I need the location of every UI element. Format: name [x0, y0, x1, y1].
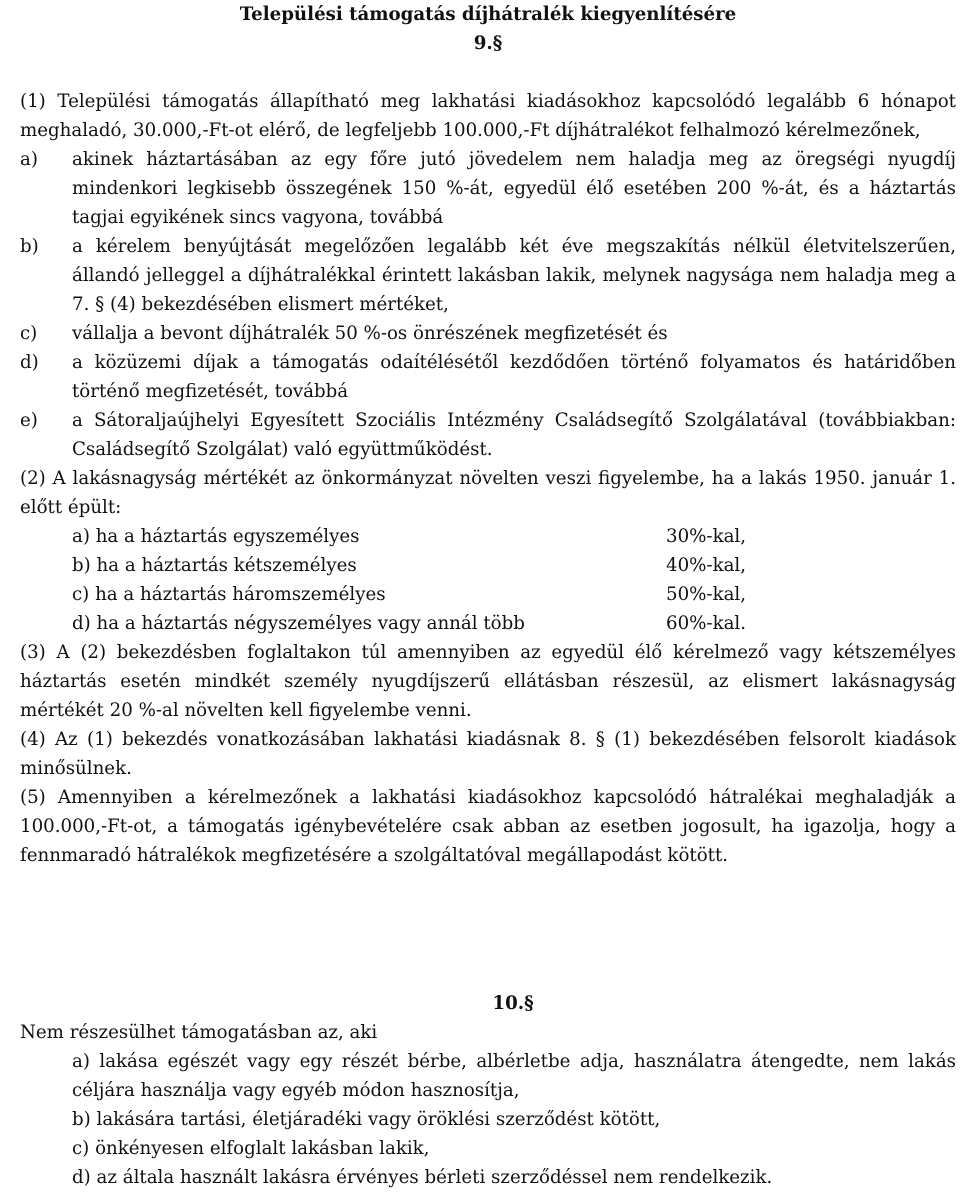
section-10-intro: Nem részesülhet támogatásban az, aki — [20, 1022, 378, 1043]
size-row-value: 50%-kal, — [666, 584, 747, 605]
item-marker: b) — [20, 236, 39, 257]
blank-line — [20, 58, 956, 87]
item-text: d) az általa használt lakásra érvényes bérleti szerződéssel nem rendelkezik. — [72, 1167, 773, 1188]
size-row-value: 30%-kal, — [666, 526, 747, 547]
size-row-value: 40%-kal, — [666, 555, 747, 576]
size-row-label: c) ha a háztartás háromszemélyes — [72, 584, 386, 605]
item-text: a) lakása egészét vagy egy részét bérbe, albérletbe adja, használatra átengedte, nem lakás céljára használja vagy egyéb módon hasznosítja, — [72, 1051, 956, 1101]
size-row — [72, 551, 772, 580]
paragraph-1-item-b — [20, 232, 956, 319]
item-marker: c) — [20, 323, 38, 344]
section-10-item-b — [20, 1105, 956, 1134]
section-10-item-a — [20, 1047, 956, 1105]
item-text: vállalja a bevont díjhátralék 50 %-os önrészének megfizetését és — [72, 323, 668, 344]
section-9-title: Települési támogatás díjhátralék kiegyenlítésére — [239, 4, 737, 25]
size-row-value: 60%-kal. — [666, 613, 747, 634]
size-row — [72, 609, 772, 638]
paragraph-2-intro: (2) A lakásnagyság mértékét az önkormányzat növelten veszi figyelembe, ha a lakás 1950. január 1. előtt épült: — [20, 468, 956, 518]
size-increase-list — [72, 522, 772, 638]
item-text: akinek háztartásában az egy főre jutó jövedelem nem haladja meg az öregségi nyugdíj mindenkori legkisebb összegének 150 %-át, egyedül élő esetében 200 %-át, és a háztartás tagjai egyikének sincs vagyona, továbbá — [72, 149, 956, 228]
item-marker: d) — [20, 352, 39, 373]
item-text: a kérelem benyújtását megelőzően legalább két éve megszakítás nélkül életvitelszerűen, állandó jelleggel a díjhátralékkal érintett lakásban lakik, melynek nagysága nem haladja meg a 7. § (4) bekezdésében elismert mértéket, — [72, 236, 956, 315]
item-text: c) önkényesen elfoglalt lakásban lakik, — [72, 1138, 430, 1159]
item-text: a Sátoraljaújhelyi Egyesített Szociális Intézmény Családsegítő Szolgálatával (továbbiakban: Családsegítő Szolgálat) való együttműködést. — [72, 410, 956, 460]
paragraph-4: (4) Az (1) bekezdés vonatkozásában lakhatási kiadásnak 8. § (1) bekezdésében felsorolt kiadások minősülnek. — [20, 729, 956, 779]
size-row — [72, 580, 772, 609]
paragraph-1-item-a — [20, 145, 956, 232]
item-text: a közüzemi díjak a támogatás odaítélésétől kezdődően történő folyamatos és határidőben történő megfizetését, továbbá — [72, 352, 956, 402]
size-row-label: a) ha a háztartás egyszemélyes — [72, 526, 360, 547]
document-page — [20, 0, 956, 1192]
section-10-item-c — [20, 1134, 956, 1163]
paragraph-1-item-d — [20, 348, 956, 406]
item-marker: e) — [20, 410, 38, 431]
section-10-number: 10.§ — [492, 993, 534, 1014]
paragraph-5: (5) Amennyiben a kérelmezőnek a lakhatási kiadásokhoz kapcsolódó hátralékai meghaladják a 100.000,-Ft-ot, a támogatás igénybevételére csak abban az esetben jogosult, ha igazolja, hogy a fennmaradó hátralékok megfizetésére a szolgáltatóval megállapodást kötött. — [20, 787, 956, 866]
size-row-label: b) ha a háztartás kétszemélyes — [72, 555, 357, 576]
section-gap — [20, 870, 956, 989]
section-10-item-d — [20, 1163, 956, 1192]
section-9-number: 9.§ — [473, 33, 503, 54]
item-marker: a) — [20, 149, 38, 170]
paragraph-1-item-c — [20, 319, 956, 348]
size-row-label: d) ha a háztartás négyszemélyes vagy annál több — [72, 613, 525, 634]
paragraph-3: (3) A (2) bekezdésben foglaltakon túl amennyiben az egyedül élő kérelmező vagy kétszemélyes háztartás esetén mindkét személy nyugdíjszerű ellátásban részesül, az elismert lakásnagyság mértékét 20 %-al növelten kell figyelembe venni. — [20, 642, 956, 721]
paragraph-1-item-e — [20, 406, 956, 464]
item-text: b) lakására tartási, életjáradéki vagy öröklési szerződést kötött, — [72, 1109, 661, 1130]
paragraph-1-intro: (1) Települési támogatás állapítható meg lakhatási kiadásokhoz kapcsolódó legalább 6 hónapot meghaladó, 30.000,-Ft-ot elérő, de legfeljebb 100.000,-Ft díjhátralékot felhalmozó kérelmezőnek, — [20, 91, 956, 141]
size-row — [72, 522, 772, 551]
